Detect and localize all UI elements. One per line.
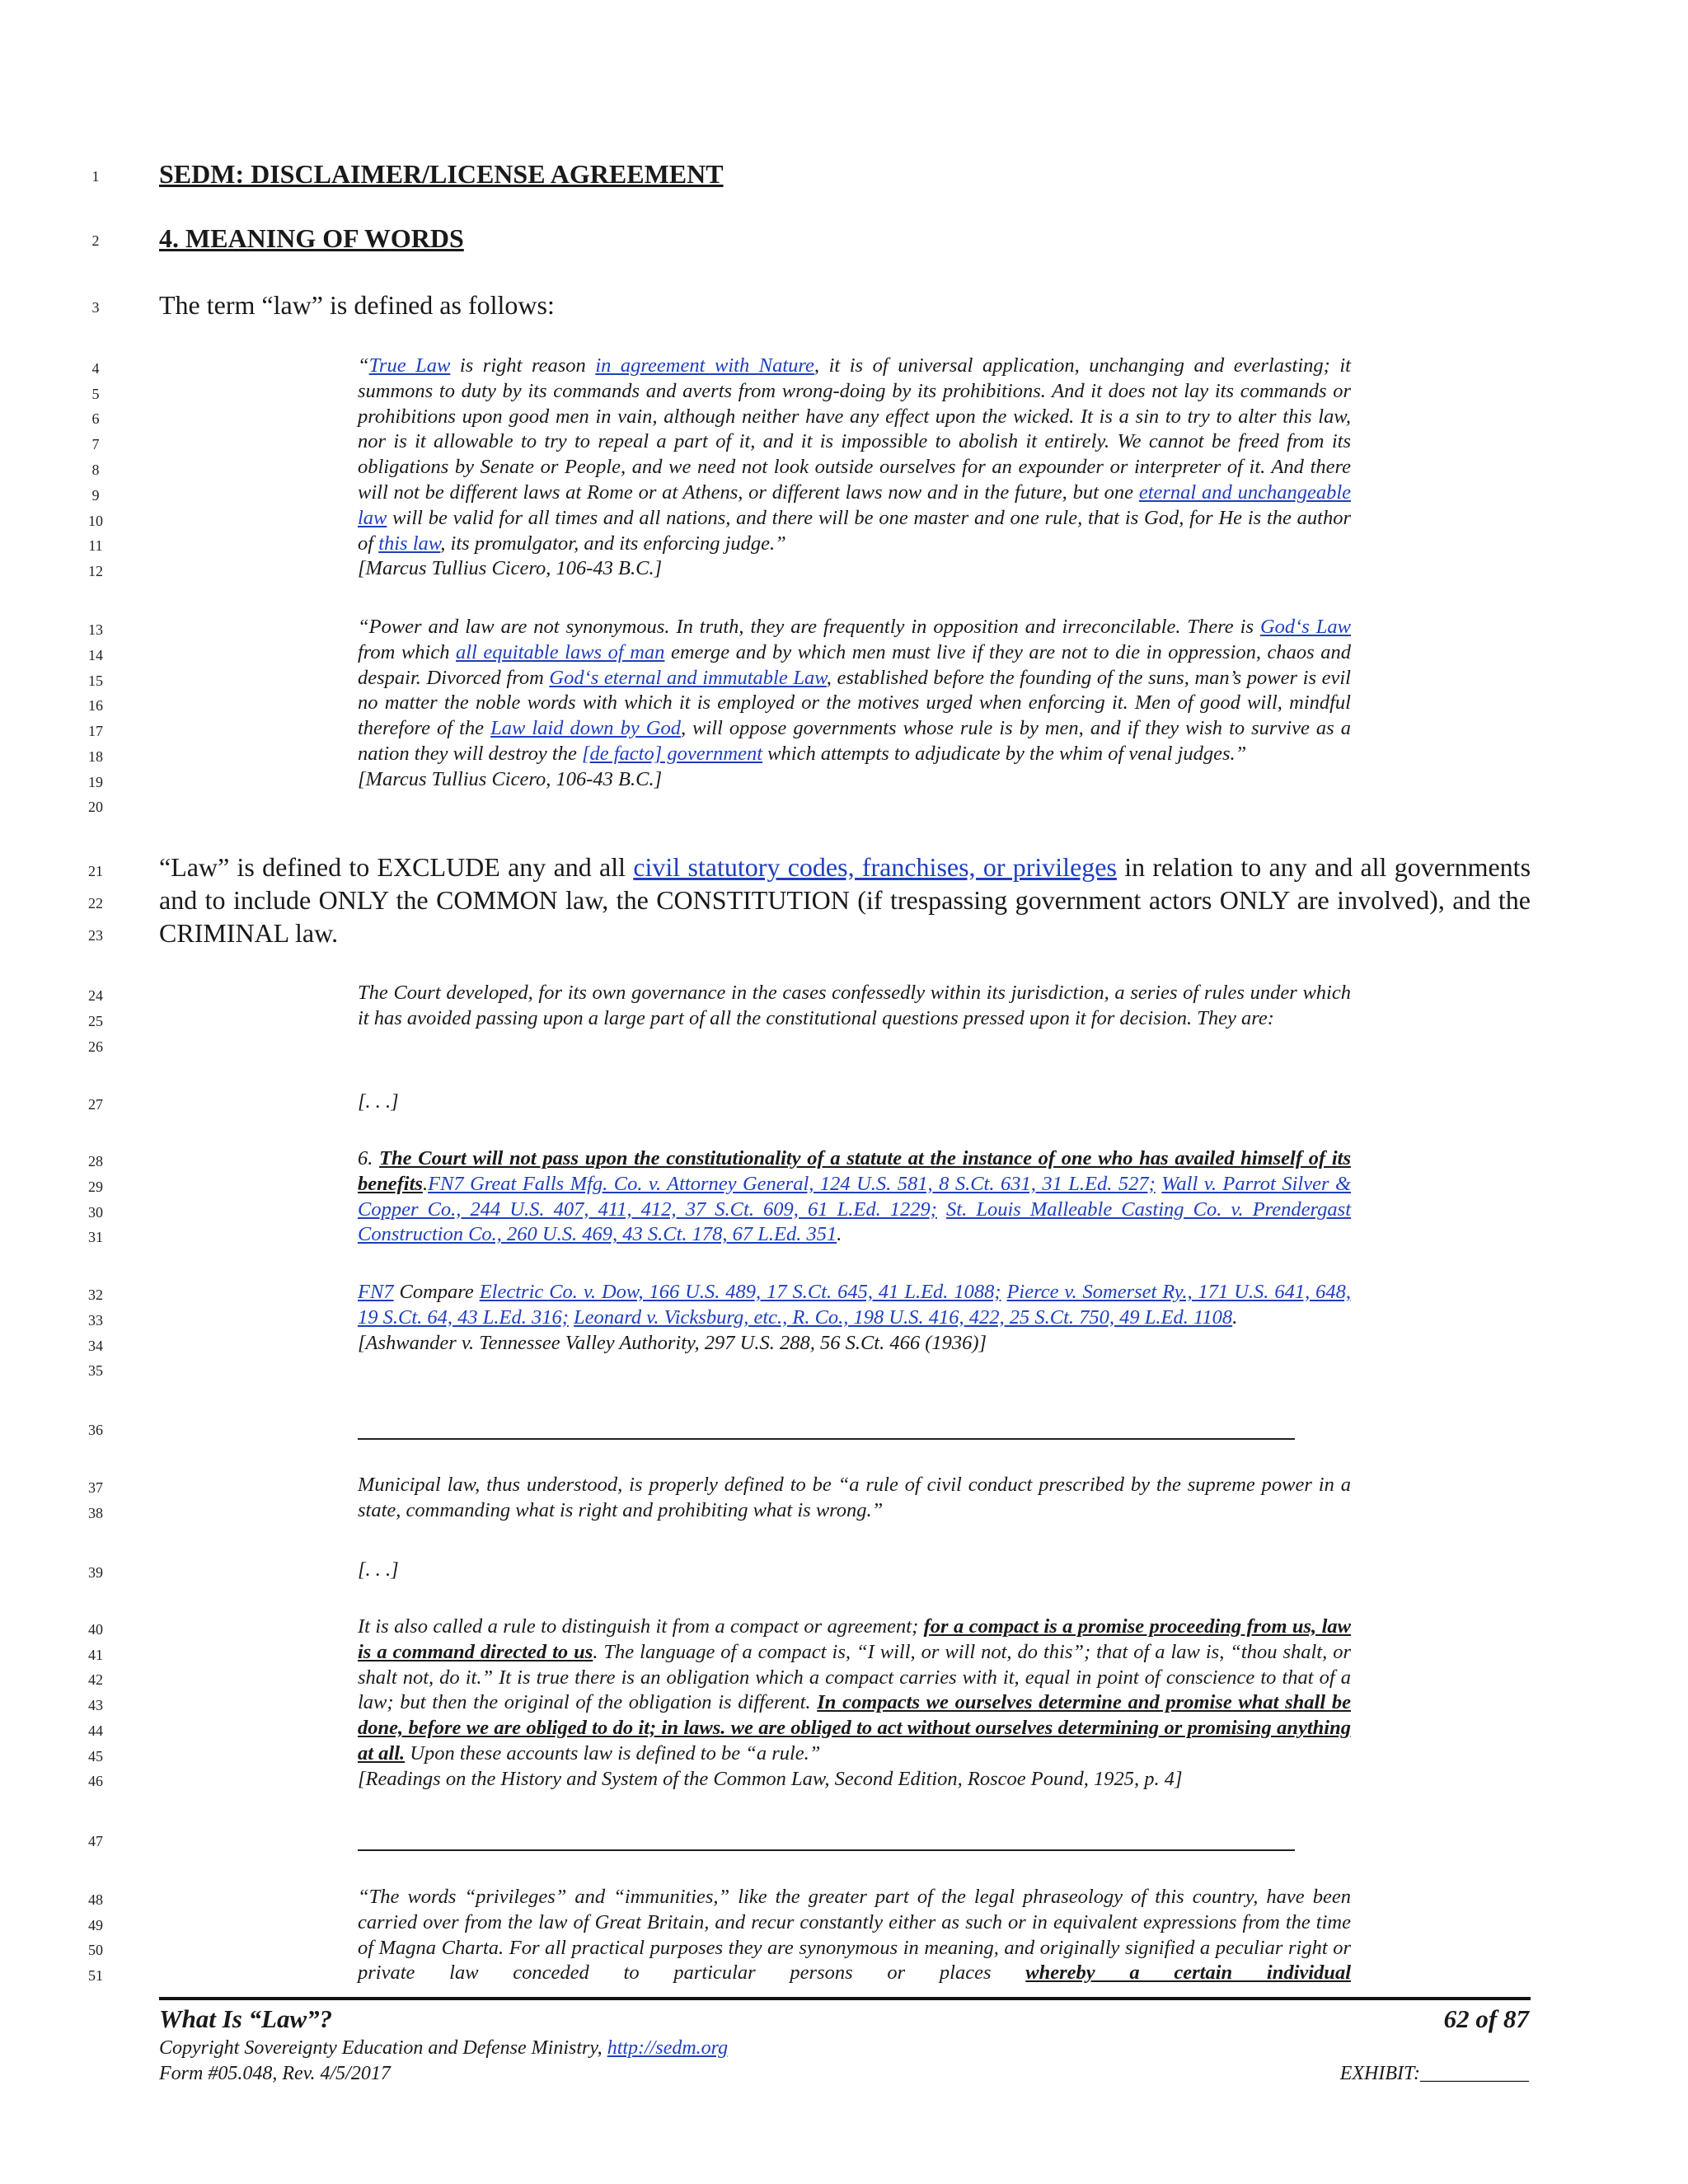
line-number: 21	[88, 863, 103, 879]
line-number: 17	[88, 723, 103, 739]
line-number: 15	[88, 673, 103, 689]
line-number: 48	[88, 1891, 103, 1908]
line-number: 40	[88, 1621, 103, 1638]
link-gods-eternal-law[interactable]: God‘s eternal and immutable Law	[549, 666, 827, 689]
pound-paragraph-2: It is also called a rule to distinguish it from a compact or agreement; for a compact is a promise proceeding from us, law is a command directed to us. The language of a compact is, “I will, or will not, do this”; that of a law is, “thou shalt, or shalt not, do it.” It is true there is an obligation which a compact carries with it, equal in point of conscience to that of a law; but then the original of the obligation is different. In compacts we ourselves determine and promise what shall be done, before we are obliged to do it; in laws. we are obliged to act without ourselves determining or promising anything at all. Upon these accounts law is defined to be “a rule.” [Readings on the History and System of the Common Law, Second Edition, Roscoe Pound, 1925, p. 4]	[358, 1615, 1351, 1793]
link-st-louis-malleable[interactable]: St. Louis Malleable Casting Co. v. Prendergast Construction Co., 260 U.S. 469, 43 S.Ct. 178, 67 L.Ed. 351	[358, 1197, 1352, 1246]
line-number: 42	[88, 1671, 103, 1688]
line-number: 49	[88, 1917, 103, 1933]
link-electric-co-v-dow[interactable]: Electric Co. v. Dow, 166 U.S. 489, 17 S.Ct. 645, 41 L.Ed. 1088;	[479, 1281, 1001, 1303]
link-fn7[interactable]: FN7	[358, 1281, 394, 1303]
ashwander-footnote-7: FN7 Compare Electric Co. v. Dow, 166 U.S. 489, 17 S.Ct. 645, 41 L.Ed. 1088; Pierce v. Somerset Ry., 171 U.S. 641, 648, 19 S.Ct. 64, 43 L.Ed. 316; Leonard v. Vicksburg, etc., R. Co., 198 U.S. 416, 422, 25 S.Ct. 750, 49 L.Ed. 1108. [Ashwander v. Tennessee Valley Authority, 297 U.S. 288, 56 S.Ct. 466 (1936)]	[358, 1280, 1351, 1356]
link-agreement-with-nature[interactable]: in agreement with Nature	[595, 354, 814, 377]
line-number: 29	[88, 1179, 103, 1195]
line-number: 9	[91, 487, 100, 504]
ellipsis: [. . .]	[358, 1558, 399, 1581]
link-this-law[interactable]: this law	[378, 532, 441, 555]
line-number: 27	[88, 1096, 103, 1113]
footer-title: What Is “Law”?	[159, 2004, 333, 2033]
pound-paragraph-1: Municipal law, thus understood, is properly defined to be “a rule of civil conduct prescribed by the supreme power in a state, commanding what is right and prohibiting what is wrong.”	[358, 1474, 1351, 1521]
footer-form-number: Form #05.048, Rev. 4/5/2017	[159, 2063, 391, 2084]
line-number: 51	[88, 1967, 103, 1984]
line-number: 7	[91, 436, 100, 452]
line-number: 35	[88, 1362, 103, 1379]
line-number: 6	[91, 410, 100, 427]
quote-source: [Ashwander v. Tennessee Valley Authority, 297 U.S. 288, 56 S.Ct. 466 (1936)]	[358, 1331, 987, 1354]
law-definition-paragraph: “Law” is defined to EXCLUDE any and all civil statutory codes, franchises, or privileges in relation to any and all governments and to include ONLY the COMMON law, the CONSTITUTION (if trespassing government actors ONLY are involved), and the CRIMINAL law.	[159, 852, 1531, 948]
line-number: 2	[91, 232, 100, 249]
line-number: 41	[88, 1647, 103, 1663]
page-number: 62 of 87	[1443, 2004, 1529, 2033]
line-number: 8	[91, 462, 100, 478]
link-gods-law[interactable]: God‘s Law	[1259, 616, 1351, 638]
line-number: 28	[88, 1153, 103, 1169]
line-number: 25	[88, 1013, 103, 1029]
quote-source: [Readings on the History and System of the Common Law, Second Edition, Roscoe Pound, 1925, p. 4]	[358, 1767, 1183, 1790]
link-equitable-laws-of-man[interactable]: all equitable laws of man	[456, 640, 665, 663]
divider-line	[358, 1438, 1295, 1440]
quote-source: [Marcus Tullius Cicero, 106-43 B.C.]	[358, 557, 663, 580]
line-number: 1	[91, 168, 100, 185]
line-number: 46	[88, 1773, 103, 1789]
ashwander-paragraph-1: The Court developed, for its own governance in the cases confessedly within its jurisdiction, a series of rules under which it has avoided passing upon a large part of all the constitutional questions pressed upon it for decision. They are:	[358, 982, 1351, 1029]
line-number: 43	[88, 1697, 103, 1713]
divider-line	[358, 1849, 1295, 1851]
line-number: 31	[88, 1229, 103, 1245]
link-great-falls-mfg[interactable]: FN7 Great Falls Mfg. Co. v. Attorney General, 124 U.S. 581, 8 S.Ct. 631, 31 L.Ed. 527;	[428, 1172, 1156, 1195]
line-number: 44	[88, 1722, 103, 1739]
line-number: 14	[88, 647, 103, 663]
line-number: 5	[91, 386, 100, 402]
footer-rule	[159, 1997, 1531, 2000]
ashwander-rule-6: 6. The Court will not pass upon the constitutionality of a statute at the instance of one who has availed himself of its benefits.FN7 Great Falls Mfg. Co. v. Attorney General, 124 U.S. 581, 8 S.Ct. 631, 31 L.Ed. 527; Wall v. Parrot Silver & Copper Co., 244 U.S. 407, 411, 412, 37 S.Ct. 609, 61 L.Ed. 1229; St. Louis Malleable Casting Co. v. Prendergast Construction Co., 260 U.S. 469, 43 S.Ct. 178, 67 L.Ed. 351.	[358, 1147, 1352, 1246]
section-title: SEDM: DISCLAIMER/LICENSE AGREEMENT	[159, 159, 724, 189]
link-law-laid-down-by-god[interactable]: Law laid down by God	[490, 717, 681, 740]
cicero-quote-2: “Power and law are not synonymous. In truth, they are frequently in opposition and irreconcilable. There is God‘s Law from which all equitable laws of man emerge and by which men must live if they are not to die in oppression, chaos and despair. Divorced from God‘s eternal and immutable Law, established before the founding of the suns, man’s power is evil no matter the noble words with which it is employed or the motives urged when enforcing it. Men of good will, mindful therefore of the Law laid down by God, will oppose governments whose rule is by men, and if they wish to survive as a nation they will destroy the [de facto] government which attempts to adjudicate by the whim of venal judges.” [Marcus Tullius Cicero, 106-43 B.C.]	[358, 615, 1351, 793]
link-wall-v-parrot[interactable]: Wall v. Parrot Silver & Copper Co., 244 U.S. 407, 411, 412, 37 S.Ct. 609, 61 L.Ed. 1229;	[358, 1172, 1352, 1221]
line-number: 47	[88, 1833, 103, 1849]
quote-source: [Marcus Tullius Cicero, 106-43 B.C.]	[358, 767, 663, 790]
line-number: 19	[88, 774, 103, 790]
line-number: 36	[88, 1422, 103, 1438]
cicero-quote-1: “True Law is right reason in agreement with Nature, it is of universal application, unchanging and everlasting; it summons to duty by its commands and averts from wrong-doing by its prohibitions. And it does not lay its commands or prohibitions upon good men in vain, although neither have any effect upon the wicked. It is a sin to try to alter this law, nor is it allowable to try to repeal a part of it, and it is impossible to abolish it entirely. We cannot be freed from its obligations by Senate or People, and we need not look outside ourselves for an expounder or interpreter of it. And there will not be different laws at Rome or at Athens, or different laws now and in the future, but one eternal and unchangeable law will be valid for all times and all nations, and there will be one master and one rule, that is God, for He is the author of this law, its promulgator, and its enforcing judge.” [Marcus Tullius Cicero, 106-43 B.C.]	[358, 354, 1351, 582]
link-true-law[interactable]: True Law	[368, 354, 451, 377]
line-number: 11	[88, 537, 103, 554]
link-de-facto-government[interactable]: [de facto] government	[581, 742, 763, 765]
line-number: 20	[88, 799, 103, 815]
ellipsis: [. . .]	[358, 1090, 399, 1113]
link-pierce-v-somerset[interactable]: Pierce v. Somerset Ry., 171 U.S. 641, 648, 19 S.Ct. 64, 43 L.Ed. 316;	[358, 1281, 1351, 1329]
line-number: 39	[88, 1564, 103, 1581]
line-number: 32	[88, 1286, 103, 1303]
line-number: 38	[88, 1505, 103, 1521]
line-number: 10	[88, 513, 103, 529]
line-number: 3	[91, 299, 100, 316]
line-number: 26	[88, 1038, 103, 1055]
link-sedm-org[interactable]: http://sedm.org	[607, 2037, 729, 2059]
line-number: 33	[88, 1312, 103, 1329]
footer-exhibit: EXHIBIT:___________	[1339, 2063, 1529, 2084]
line-number: 4	[91, 360, 100, 377]
link-eternal-unchangeable-law[interactable]: eternal and unchangeable law	[358, 480, 1351, 529]
line-number: 12	[88, 563, 103, 579]
line-number: 37	[88, 1479, 103, 1496]
line-number: 34	[88, 1338, 103, 1354]
subsection-title: 4. MEANING OF WORDS	[159, 223, 464, 253]
line-number: 30	[88, 1204, 103, 1221]
line-number: 13	[88, 621, 103, 638]
link-civil-statutory-codes[interactable]: civil statutory codes, franchises, or privileges	[633, 852, 1117, 882]
line-number: 45	[88, 1748, 103, 1765]
intro-text: The term “law” is defined as follows:	[159, 290, 555, 320]
line-number: 24	[88, 987, 103, 1004]
line-number: 18	[88, 748, 103, 765]
line-number: 22	[88, 895, 103, 912]
line-number: 23	[88, 927, 103, 944]
footer-copyright: Copyright Sovereignty Education and Defense Ministry, http://sedm.org	[159, 2037, 729, 2059]
line-number: 16	[88, 697, 103, 714]
link-leonard-v-vicksburg[interactable]: Leonard v. Vicksburg, etc., R. Co., 198 U.S. 416, 422, 25 S.Ct. 750, 49 L.Ed. 1108	[574, 1305, 1233, 1329]
privileges-quote: “The words “privileges” and “immunities,” like the greater part of the legal phraseology of this country, have been carried over from the law of Great Britain, and recur constantly either as such or in equivalent expressions from the time of Magna Charta. For all practical purposes they are synonymous in meaning, and originally signified a peculiar right or private law conceded to particular persons or places whereby a certain individual	[358, 1886, 1351, 1985]
line-number: 50	[88, 1942, 103, 1958]
